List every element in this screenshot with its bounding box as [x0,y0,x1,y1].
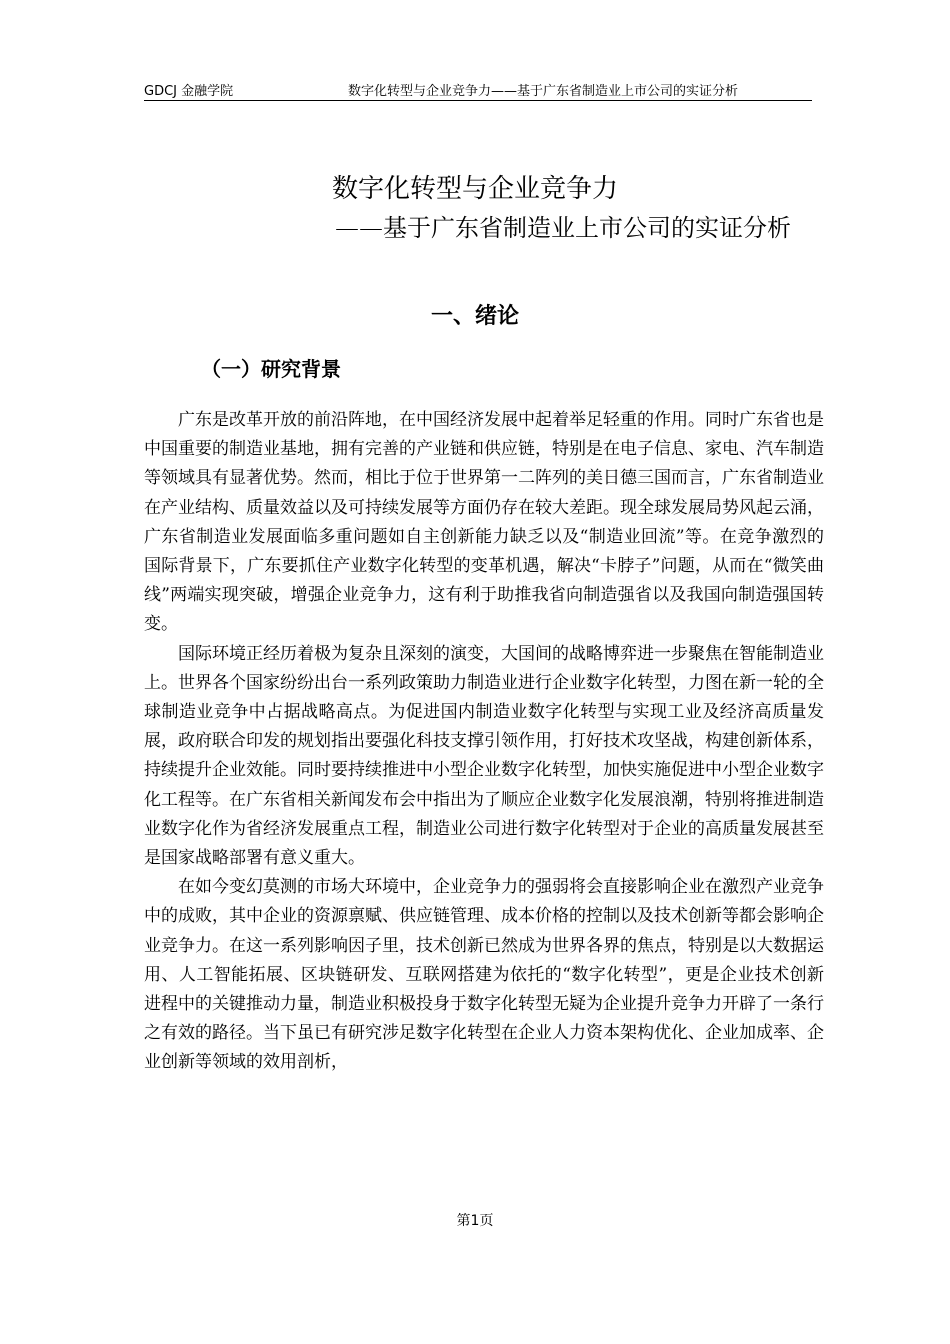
page-header [144,76,812,101]
page-number: 第1页 [456,1213,494,1229]
subsection-heading: （一）研究背景 [201,357,341,381]
paragraph: 国际环境正经历着极为复杂且深刻的演变，大国间的战略博弈进一步聚焦在智能制造业上。世界各个国家纷纷出台一系列政策助力制造业进行企业数字化转型，力图在新一轮的全球制造业竞争中占据战略高点。为促进国内制造业数字化转型与实现工业及经济高质量发展，政府联合印发的规划指出要强化科技支撑引领作用，打好技术攻坚战，构建创新体系，持续提升企业效能。同时要持续推进中小型企业数字化转型，加快实施促进中小型企业数字化工程等。在广东省相关新闻发布会中指出为了顺应企业数字化发展浪潮，特别将推进制造业数字化作为省经济发展重点工程，制造业公司进行数字化转型对于企业的高质量发展甚至是国家战略部署有意义重大。 [144,643,824,869]
paragraph: 广东是改革开放的前沿阵地，在中国经济发展中起着举足轻重的作用。同时广东省也是中国重要的制造业基地，拥有完善的产业链和供应链，特别是在电子信息、家电、汽车制造等领域具有显著优势。然而，相比于位于世界第一二阵列的美日德三国而言，广东省制造业在产业结构、质量效益以及可持续发展等方面仍存在较大差距。现全球发展局势风起云涌，广东省制造业发展面临多重问题如自主创新能力缺乏以及“制造业回流”等。在竞争激烈的国际背景下，广东要抓住产业数字化转型的变革机遇，解决“卡脖子”问题，从而在“微笑曲线”两端实现突破，增强企业竞争力，这有利于助推我省向制造强省以及我国向制造强国转变。 [144,410,824,635]
body-text [144,406,824,1078]
paragraph: 在如今变幻莫测的市场大环境中，企业竞争力的强弱将会直接影响企业在激烈产业竞争中的成败，其中企业的资源禀赋、供应链管理、成本价格的控制以及技术创新等都会影响企业竞争力。在这一系列影响因子里，技术创新已然成为世界各界的焦点，特别是以大数据运用、人工智能拓展、区块链研发、互联网搭建为依托的“数字化转型”，更是企业技术创新进程中的关键推动力量，制造业积极投身于数字化转型无疑为企业提升竞争力开辟了一条行之有效的路径。当下虽已有研究涉足数字化转型在企业人力资本架构优化、企业加成率、企业创新等领域的效用剖析， [144,877,824,1073]
section-heading: 一、绪论 [430,304,519,329]
paper-subtitle: ——基于广东省制造业上市公司的实证分析 [335,214,791,242]
header-paper-title: 数字化转型与企业竞争力——基于广东省制造业上市公司的实证分析 [348,84,739,99]
header-institution: GDCJ 金融学院 [144,84,234,99]
paper-title: 数字化转型与企业竞争力 [331,174,618,204]
